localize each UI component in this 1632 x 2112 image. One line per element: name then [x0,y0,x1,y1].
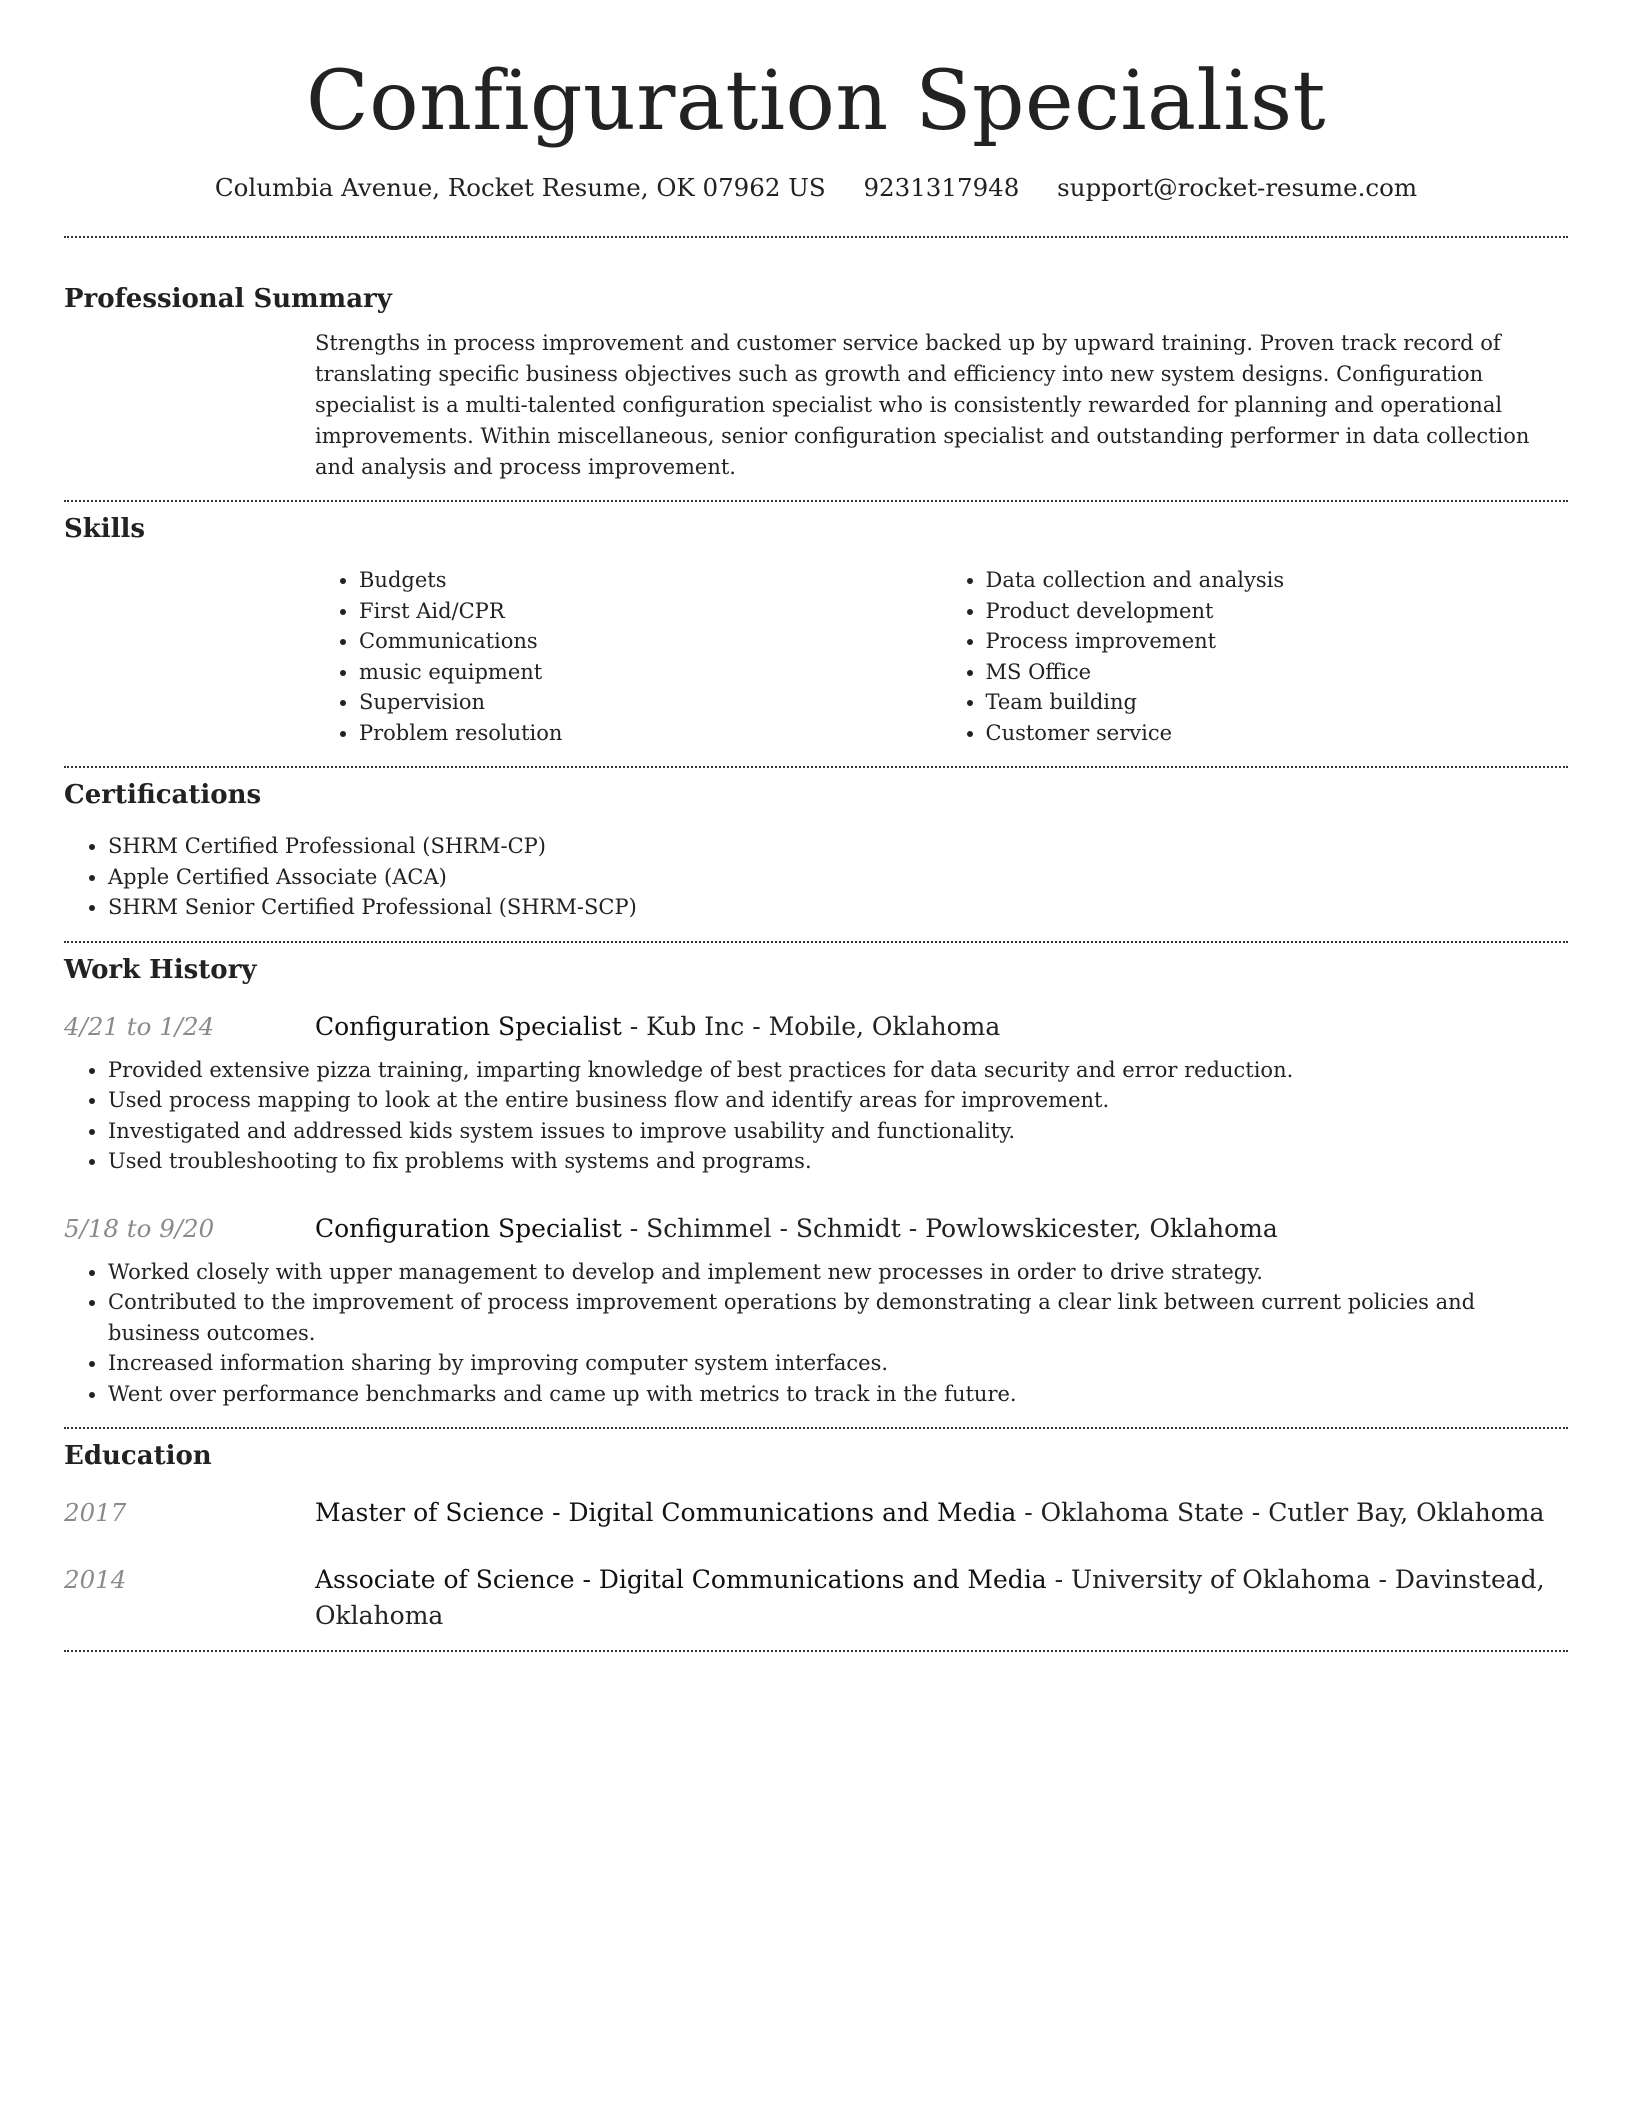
job-role: Configuration Specialist [315,1213,622,1243]
job-header [64,1211,1568,1247]
job-title [315,1009,1568,1045]
summary-section [64,282,1568,483]
job-bullet: • Provided extensive pizza training, imparting knowledge of best practices for data security and error reduction. [108,1055,1568,1086]
job-bullet: • Used troubleshooting to fix problems with systems and programs. [108,1146,1568,1177]
skill-item: • Process improvement [986,626,1569,657]
work-divider [64,1427,1568,1429]
education-school: - University of Oklahoma - Davinstead, Oklahoma [315,1565,1545,1630]
resume-page [64,0,1568,1652]
work-section [64,953,1568,1410]
job-title [315,1211,1568,1247]
skill-item: • First Aid/CPR [359,596,942,627]
contact-phone: 9231317948 [863,173,1020,202]
skill-item: • Product development [986,596,1569,627]
candidate-name: Configuration Specialist [305,54,1327,149]
job-bullets [64,1257,1568,1410]
job-bullet: • Used process mapping to look at the entire business flow and identify areas for improvement. [108,1085,1568,1116]
education-section [64,1439,1568,1634]
job-company-location: - Kub Inc - Mobile, Oklahoma [621,1011,1001,1041]
education-entry [64,1495,1568,1531]
work-title: Work History [64,954,257,985]
certifications-divider [64,941,1568,943]
certification-item: • SHRM Certified Professional (SHRM-CP) [108,831,1568,862]
contact-email: support@rocket-resume.com [1057,173,1418,202]
job-role: Configuration Specialist [315,1011,622,1041]
skill-item: • Customer service [986,718,1569,749]
header-divider [64,236,1568,238]
job-header [64,1009,1568,1045]
certifications-title: Certifications [64,780,262,810]
certifications-list [64,831,1568,923]
job-bullet: • Went over performance benchmarks and came up with metrics to track in the future. [108,1379,1568,1410]
contact-address: Columbia Avenue, Rocket Resume, OK 07962 US [214,173,826,202]
skill-item: • Team building [986,687,1569,718]
summary-divider [64,500,1568,502]
certification-item: • Apple Certified Associate (ACA) [108,862,1568,893]
skill-item: • MS Office [986,657,1569,688]
job-entry [64,1211,1568,1410]
summary-title: Professional Summary [64,284,392,314]
job-company-location: - Schimmel - Schmidt - Powlowskicester, Oklahoma [621,1213,1278,1243]
certifications-section [64,778,1568,923]
skills-title: Skills [64,514,146,544]
education-entry [64,1562,1568,1634]
job-bullet: • Contributed to the improvement of process improvement operations by demonstrating a clear link between current policies and business outcomes. [108,1287,1568,1348]
education-school: - Oklahoma State - Cutler Bay, Oklahoma [1016,1498,1545,1527]
education-degree: Master of Science - Digital Communications and Media [315,1498,1017,1527]
skill-item: • Problem resolution [359,718,942,749]
job-bullets [64,1055,1568,1177]
job-bullet: • Investigated and addressed kids system issues to improve usability and functionality. [108,1116,1568,1147]
education-title-line [315,1495,1568,1531]
skill-item: • Supervision [359,687,942,718]
education-year: 2014 [64,1565,127,1594]
job-bullet: • Worked closely with upper management to develop and implement new processes in order to drive strategy. [108,1257,1568,1288]
job-bullet: • Increased information sharing by improving computer system interfaces. [108,1348,1568,1379]
skill-item: • Communications [359,626,942,657]
skill-item: • Data collection and analysis [986,565,1569,596]
summary-text: Strengths in process improvement and customer service backed up by upward training. Proven track record of translating specific business objectives such as growth and efficiency into new system designs. Configuration specialist is a multi-talented configuration specialist who is consistently rewarded for planning and operational improvements. Within miscellaneous, senior configuration specialist and outstanding performer in data collection and analysis and process improvement. [315,331,1530,479]
education-title: Education [64,1441,212,1471]
education-degree: Associate of Science - Digital Communications and Media [315,1565,1047,1594]
job-entry [64,1009,1568,1177]
skills-column-right [942,565,1569,748]
skills-list [315,565,1568,748]
skill-item: • Budgets [359,565,942,596]
certification-item: • SHRM Senior Certified Professional (SHRM-SCP) [108,892,1568,923]
skills-column-left [315,565,942,748]
skill-item: • music equipment [359,657,942,688]
education-year: 2017 [64,1498,127,1527]
contact-line [64,172,1568,204]
skills-section [64,512,1568,748]
education-divider [64,1650,1568,1652]
job-dates: 5/18 to 9/20 [64,1213,215,1243]
job-dates: 4/21 to 1/24 [64,1011,215,1041]
education-title-line [315,1562,1568,1634]
skills-divider [64,766,1568,768]
